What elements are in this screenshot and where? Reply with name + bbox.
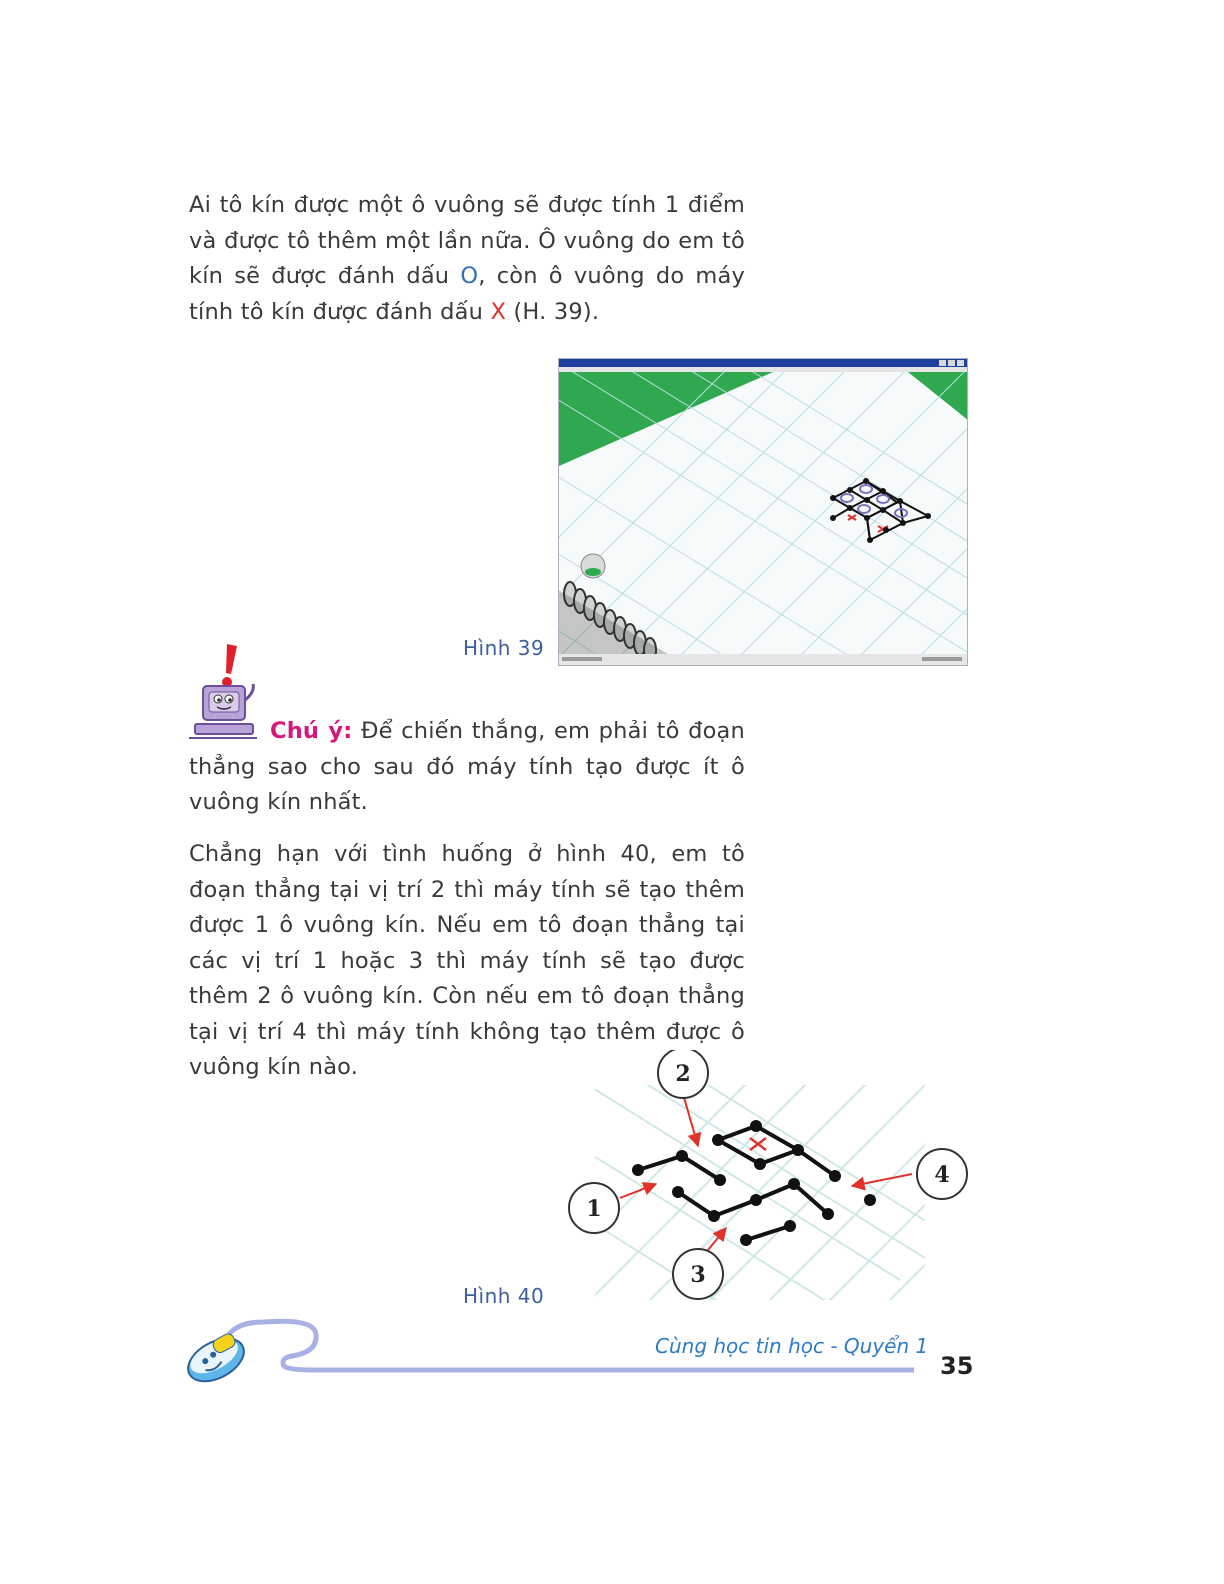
figure-40-label-2 (658, 1050, 708, 1098)
note-text: Để chiến thắng, em phải tô đoạn thẳng sao cho sau đó máy tính tạo được ít ô vuông kín nhất. (189, 718, 746, 815)
paragraph-text: , còn ô vuông do máy tính tô kín được đánh dấu (189, 263, 745, 325)
window-statusbar (559, 654, 967, 665)
footer-book-title: Cùng học tin học - Quyển 1 (655, 1334, 929, 1358)
page-number: 35 (940, 1352, 974, 1380)
paragraph-example: Chẳng hạn với tình huống ở hình 40, em tô đoạn thẳng tại vị trí 2 thì máy tính sẽ tạo thêm được 1 ô vuông kín. Nếu em tô đoạn thẳng tại các vị trí 1 hoặc 3 thì máy tính sẽ tạo được thêm 2 ô vuông kín. Còn nếu em tô đoạn thẳng tại vị trí 4 thì máy tính không tạo thêm được ô vuông kín nào. (189, 841, 745, 1080)
figure-40-caption: Hình 40 (463, 1284, 545, 1308)
figure-40-label-1 (569, 1183, 619, 1233)
note-paragraph (189, 714, 745, 821)
figure-39-caption: Hình 39 (463, 636, 545, 660)
svg-text:3: 3 (690, 1262, 706, 1288)
figure-40-dots (632, 1120, 876, 1246)
svg-text:4: 4 (934, 1162, 950, 1188)
figure-40-label-4 (917, 1149, 967, 1199)
paragraph-text: (H. 39). (506, 298, 600, 325)
mark-x: X (490, 298, 507, 325)
figure-40-x-mark (750, 1138, 766, 1150)
figure-40-label-3 (673, 1249, 723, 1299)
note-label: Chú ý: (270, 718, 353, 744)
token-ball (581, 554, 605, 578)
paragraph-text: Ai tô kín được một ô vuông sẽ được tính 1 điểm và được tô thêm một lần nữa. Ô vuông do em tô kín sẽ được đánh dấu (189, 192, 745, 289)
svg-text:2: 2 (675, 1061, 691, 1087)
window-controls (939, 360, 964, 366)
figure-40-diagram (560, 1050, 980, 1305)
window-titlebar (559, 359, 967, 367)
paragraph-scoring (189, 188, 745, 330)
mark-o: O (460, 263, 479, 289)
figure-39-screenshot (558, 358, 968, 666)
svg-text:1: 1 (586, 1196, 602, 1222)
